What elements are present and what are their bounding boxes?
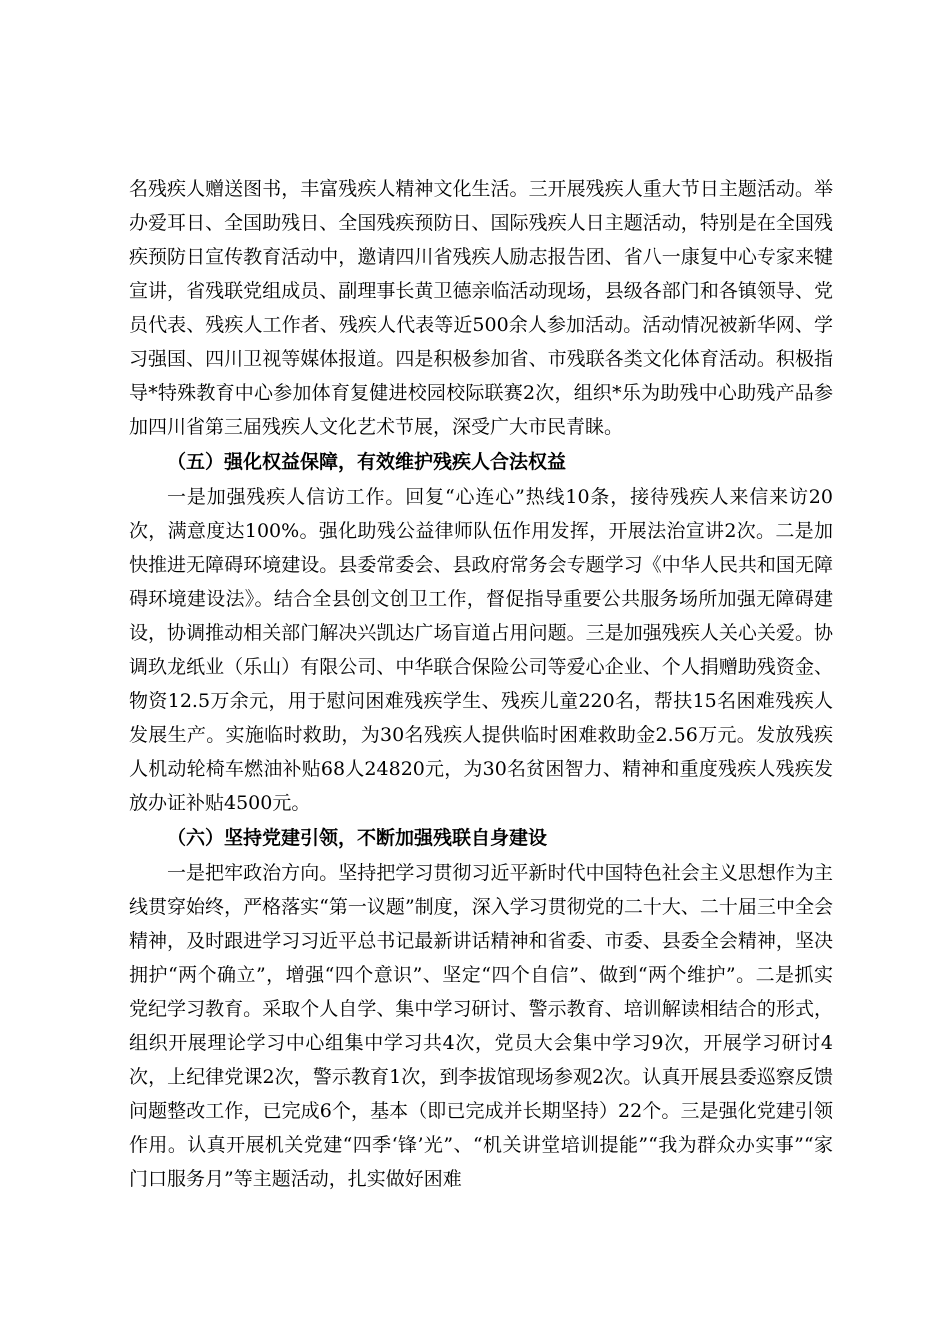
section-heading-six: （六）坚持党建引领，不断加强残联自身建设	[167, 827, 548, 849]
paragraph-rights-protection: 一是加强残疾人信访工作。回复“心连心”热线10条，接待残疾人来信来访20次，满意度达100%。强化助残公益律师队伍作用发挥，开展法治宣讲2次。二是加快推进无障碍环境建设。县委常委会、县政府常务会专题学习《中华人民共和国无障碍环境建设法》。结合全县创文创卫工作，督促指导重要公共服务场所加强无障碍建设，协调推动相关部门解决兴凯达广场盲道占用问题。三是加强残疾人关心关爱。协调玖龙纸业（乐山）有限公司、中华联合保险公司等爱心企业、个人捐赠助残资金、物资12.5万余元，用于慰问困难残疾学生、残疾儿童220名，帮扶15名困难残疾人发展生产。实施临时救助，为30名残疾人提供临时困难救助金2.56万元。发放残疾人机动轮椅车燃油补贴68人24820元，为30名贫困智力、精神和重度残疾人残疾发放办证补贴4500元。	[129, 486, 833, 814]
document-body	[129, 172, 833, 1196]
section-heading-five: （五）强化权益保障，有效维护残疾人合法权益	[167, 451, 567, 473]
paragraph-party-building: 一是把牢政治方向。坚持把学习贯彻习近平新时代中国特色社会主义思想作为主线贯穿始终，严格落实“第一议题”制度，深入学习贯彻党的二十大、二十届三中全会精神，及时跟进学习习近平总书记最新讲话精神和省委、市委、县委全会精神，坚决拥护“两个确立”，增强“四个意识”、坚定“四个自信”、做到“两个维护”。二是抓实党纪学习教育。采取个人自学、集中学习研讨、警示教育、培训解读相结合的形式，组织开展理论学习中心组集中学习共4次，党员大会集中学习9次，开展学习研讨4次，上纪律党课2次，警示教育1次，到李拔馆现场参观2次。认真开展县委巡察反馈问题整改工作，已完成6个，基本（即已完成并长期坚持）22个。三是强化党建引领作用。认真开展机关党建“四季‘锋’光”、“机关讲堂培训提能”“我为群众办实事”“家门口服务月”等主题活动，扎实做好困难	[129, 862, 833, 1190]
paragraph-continuation: 名残疾人赠送图书，丰富残疾人精神文化生活。三开展残疾人重大节日主题活动。举办爱耳日、全国助残日、全国残疾预防日、国际残疾人日主题活动，特别是在全国残疾预防日宣传教育活动中，邀请四川省残疾人励志报告团、省八一康复中心专家来犍宣讲，省残联党组成员、副理事长黄卫德亲临活动现场，县级各部门和各镇领导、党员代表、残疾人工作者、残疾人代表等近500余人参加活动。活动情况被新华网、学习强国、四川卫视等媒体报道。四是积极参加省、市残联各类文化体育活动。积极指导*特殊教育中心参加体育复健进校园校际联赛2次，组织*乐为助残中心助残产品参加四川省第三届残疾人文化艺术节展，深受广大市民青睐。	[129, 178, 833, 438]
